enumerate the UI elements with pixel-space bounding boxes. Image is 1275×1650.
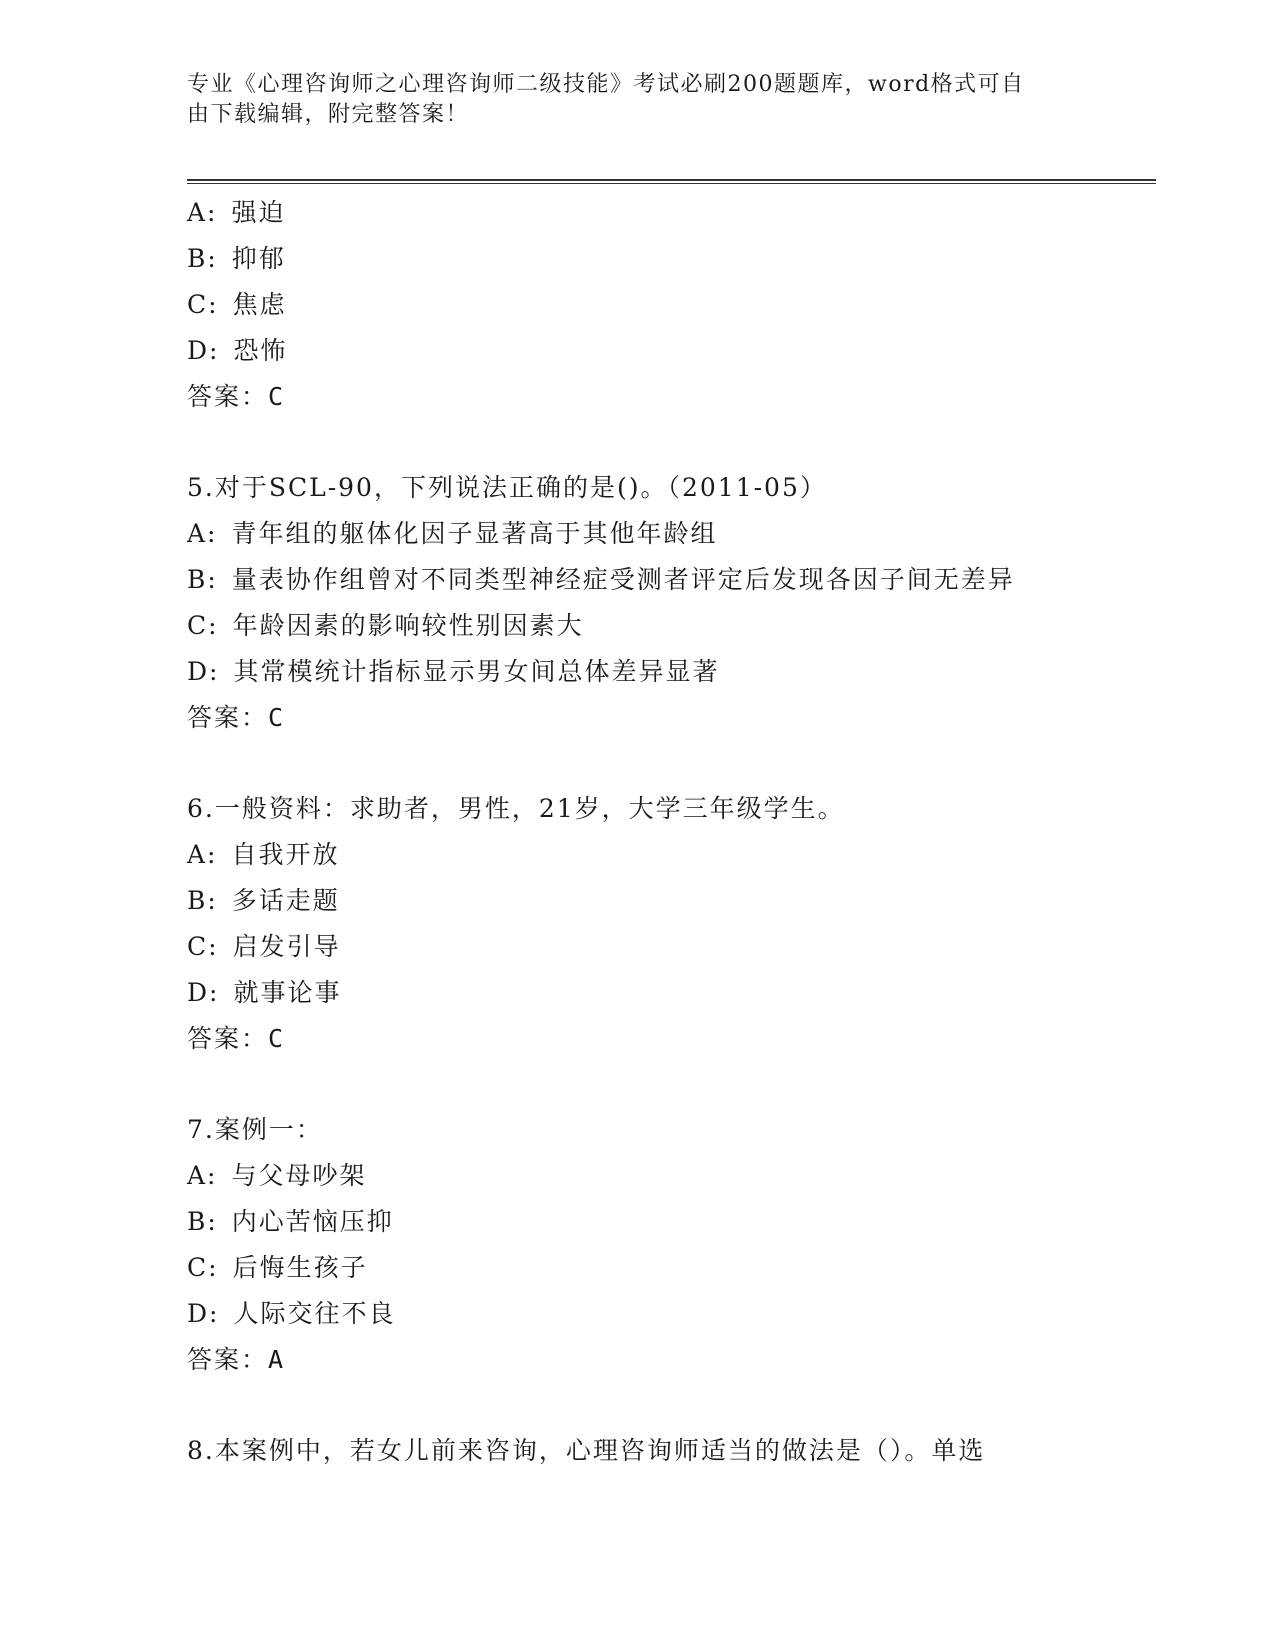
question-list bbox=[187, 190, 1167, 1474]
option-b: B: 多话走题 bbox=[187, 886, 340, 915]
question-stem: 8.本案例中，若女儿前来咨询，心理咨询师适当的做法是（）。单选 bbox=[187, 1436, 986, 1465]
header-divider-thin bbox=[187, 183, 1156, 184]
answer-line: 答案：C bbox=[187, 703, 286, 732]
question-stem: 7.案例一： bbox=[187, 1115, 323, 1144]
option-a: A: 自我开放 bbox=[187, 840, 340, 869]
question-stem: 6.一般资料：求助者，男性，21岁，大学三年级学生。 bbox=[187, 794, 845, 823]
answer-line: 答案：C bbox=[187, 382, 286, 411]
option-b: B: 内心苦恼压抑 bbox=[187, 1207, 394, 1236]
question-block-7 bbox=[187, 1107, 1167, 1383]
option-c: C: 后悔生孩子 bbox=[187, 1253, 368, 1282]
option-a: A: 与父母吵架 bbox=[187, 1161, 367, 1190]
option-b: B: 抑郁 bbox=[187, 244, 286, 273]
spacer bbox=[187, 741, 1167, 786]
option-d: D: 人际交往不良 bbox=[187, 1299, 396, 1328]
option-a: A: 青年组的躯体化因子显著高于其他年龄组 bbox=[187, 519, 718, 548]
option-a: A: 强迫 bbox=[187, 198, 286, 227]
question-stem: 5.对于SCL-90，下列说法正确的是()。（2011-05） bbox=[187, 473, 827, 502]
document-header bbox=[187, 70, 1067, 130]
option-c: C: 启发引导 bbox=[187, 932, 341, 961]
answer-line: 答案：C bbox=[187, 1024, 286, 1053]
header-line-1: 专业《心理咨询师之心理咨询师二级技能》考试必刷200题题库，word格式可自 bbox=[187, 72, 1025, 97]
option-d: D: 其常模统计指标显示男女间总体差异显著 bbox=[187, 657, 720, 686]
question-block-8 bbox=[187, 1428, 1167, 1474]
option-d: D: 就事论事 bbox=[187, 978, 342, 1007]
question-block-5 bbox=[187, 465, 1167, 741]
spacer bbox=[187, 420, 1167, 465]
option-c: C: 焦虑 bbox=[187, 290, 287, 319]
header-line-2: 由下载编辑，附完整答案！ bbox=[187, 102, 470, 127]
question-block-6 bbox=[187, 786, 1167, 1062]
header-divider-thick bbox=[187, 179, 1156, 181]
answer-line: 答案：A bbox=[187, 1345, 286, 1374]
question-block-partial bbox=[187, 190, 1167, 420]
spacer bbox=[187, 1383, 1167, 1428]
spacer bbox=[187, 1062, 1167, 1107]
option-b: B: 量表协作组曾对不同类型神经症受测者评定后发现各因子间无差异 bbox=[187, 565, 1015, 594]
option-c: C: 年龄因素的影响较性别因素大 bbox=[187, 611, 584, 640]
option-d: D: 恐怖 bbox=[187, 336, 288, 365]
